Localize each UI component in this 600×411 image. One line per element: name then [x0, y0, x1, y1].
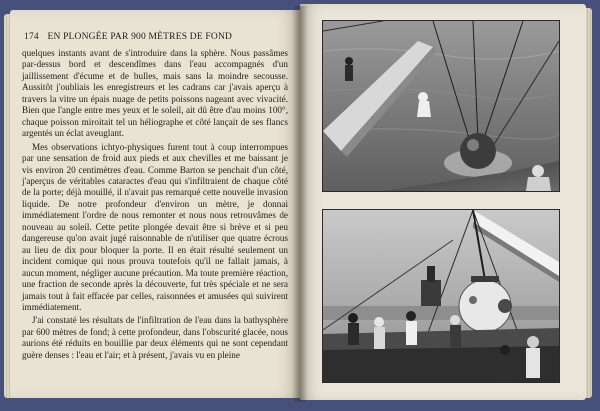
body-text	[22, 48, 288, 361]
photo-bottom	[322, 209, 560, 383]
page-number: 174	[24, 32, 39, 42]
photo-top	[322, 20, 560, 192]
book-gutter	[292, 6, 308, 402]
photo-bottom-image	[323, 210, 559, 382]
paragraph: J'ai constaté les résultats de l'infiltration de l'eau dans la bathysphère par 600 mètres de fond; à cette profondeur, dans l'obscurité glacée, nous aurions été réduits en bouillie par deux éléments qui ne sont cependant guère denses : l'eau et l'air; et à présent, j'avais vu en pleine	[22, 315, 288, 360]
running-head	[24, 32, 288, 42]
chapter-title: EN PLONGÉE PAR 900 MÈTRES DE FOND	[47, 32, 233, 42]
photo-top-image	[323, 21, 559, 191]
paragraph: quelques instants avant de s'introduire dans la sphère. Nous passâmes par-dessus bord et descendîmes dans l'eau accompagnés d'un jaillissement d'écume et de bulles, mais sans la moindre secousse. Aussitôt j'oubliais les enregistreurs et les cadrans car j'avais aperçu à travers la vitre un épais nuage de petits poissons nageant avec vivacité. Bien que l'angle entre mes yeux et le soleil, ait dû être d'au moins 100°, chaque poisson miroitait tel un héliographe et côté lançait de ses flancs argentés un éclat aveuglant.	[22, 48, 288, 139]
paragraph: Mes observations ichtyo-physiques furent tout à coup interrompues par une sensation de froid aux pieds et aux chevilles et me baissant je vis environ 20 centimètres d'eau. Comme Barton se penchait d'un côté, j'aperçus de véritables cataractes d'eau qui s'infiltraient de chaque côté de la porte; déjà mouillé, il n'avait pas remarqué cette nouvelle invasion liquide. De notre profondeur d'environ un mètre, je donnai immédiatement l'ordre de nous remonter et nous nous retrouvâmes de nouveau au soleil. Cette petite plongée devait être si brève et si peu dangereuse qu'on avait jugé raisonnable de n'utiliser que quatre écrous au lieu de dix pour bloquer la porte. Il en était résulté seulement un incident comique qui nous prouva toutefois qu'il ne fallait jamais, à aucun moment, négliger aucune précaution. Ma toute première réaction, une fraction de seconde après la découverte, fut très spéciale et ne sera jamais tout à fait effacée par celles, raisonnées et amusées qui suivirent immédiatement.	[22, 141, 288, 312]
